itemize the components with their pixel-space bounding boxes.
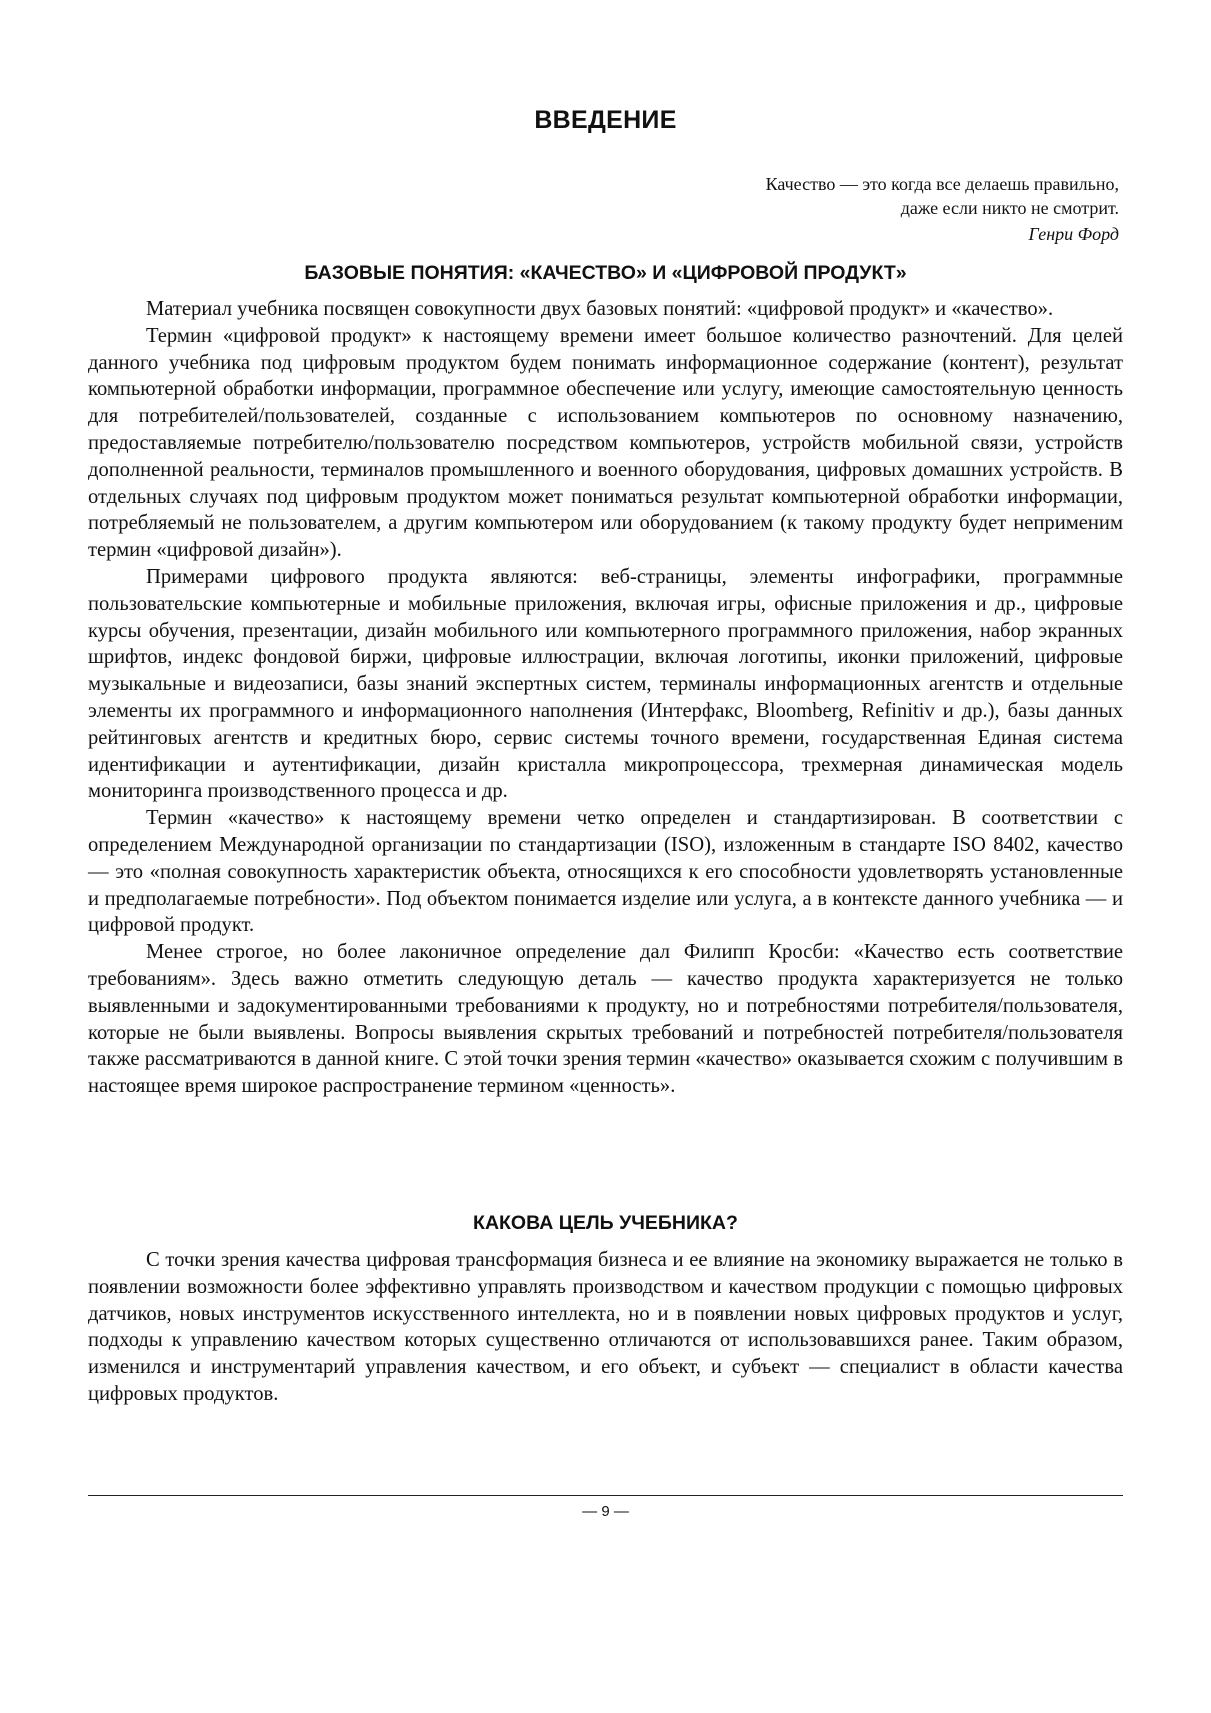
paragraph: Менее строгое, но более лаконичное определение дал Филипп Кросби: «Качество есть соответствие требованиям». Здесь важно отметить следующую деталь — качество продукта характеризуется не только выявленными и задокументированными требованиями к продукту, но и потребностями потребителя/пользователя, которые не были выявлены. Вопросы выявления скрытых требований и потребностей потребителя/пользователя также рассматриваются в данной книге. С этой точки зрения термин «качество» оказывается схожим с получившим в настоящее время широкое распространение термином «ценность».	[88, 941, 1123, 1098]
paragraph: Материал учебника посвящен совокупности двух базовых понятий: «цифровой продукт» и «качество».	[146, 298, 1054, 320]
epigraph-line-1: Качество — это когда все делаешь правильно,	[765, 174, 1119, 194]
section-heading-basic-concepts: БАЗОВЫЕ ПОНЯТИЯ: «КАЧЕСТВО» И «ЦИФРОВОЙ ПРОДУКТ»	[304, 262, 907, 284]
paragraph: Термин «качество» к настоящему времени четко определен и стандартизирован. В соответствии с определением Международной организации по стандартизации (ISO), изложенным в стандарте ISO 8402, качество — это «полная совокупность характеристик объекта, относящихся к его способности удовлетворять установленные и предполагаемые потребности». Под объектом понимается изделие или услуга, а в контексте данного учебника — и цифровой продукт.	[88, 807, 1123, 937]
epigraph	[599, 172, 1119, 246]
footer-divider	[88, 1495, 1123, 1496]
paragraph: С точки зрения качества цифровая трансформация бизнеса и ее влияние на экономику выражается не только в появлении возможности более эффективно управлять производством и качеством продукции с помощью цифровых датчиков, новых инструментов искусственного интеллекта, но и в появлении новых цифровых продуктов и услуг, подходы к управлению качеством которых существенно отличаются от использовавшихся ранее. Таким образом, изменился и инструментарий управления качеством, и его объект, и субъект — специалист в области качества цифровых продуктов.	[88, 1249, 1123, 1405]
paragraph: Термин «цифровой продукт» к настоящему времени имеет большое количество разночтений. Для целей данного учебника под цифровым продуктом будем понимать информационное содержание (контент), результат компьютерной обработки информации, программное обеспечение или услугу, имеющие самостоятельную ценность для потребителей/пользователей, созданные с использованием компьютеров по основному назначению, предоставляемые потребителю/пользователю посредством компьютеров, устройств мобильной связи, устройств дополненной реальности, терминалов промышленного и военного оборудования, цифровых домашних устройств. В отдельных случаях под цифровым продуктом может пониматься результат компьютерной обработки информации, потребляемый не пользователем, а другим компьютером или оборудованием (к такому продукту будет неприменим термин «цифровой дизайн»).	[88, 324, 1123, 562]
section-body-textbook-goal	[88, 1247, 1123, 1408]
page-title: ВВЕДЕНИЕ	[534, 106, 677, 134]
epigraph-line-2: даже если никто не смотрит.	[900, 198, 1119, 218]
epigraph-author: Генри Форд	[1028, 224, 1119, 244]
section-heading-textbook-goal: КАКОВА ЦЕЛЬ УЧЕБНИКА?	[473, 1212, 738, 1234]
section-body-basic-concepts	[88, 296, 1123, 1100]
page-number: — 9 —	[582, 1503, 629, 1520]
paragraph: Примерами цифрового продукта являются: веб-страницы, элементы инфографики, программные пользовательские компьютерные и мобильные приложения, включая игры, офисные приложения и др., цифровые курсы обучения, презентации, дизайн мобильного или компьютерного программного приложения, набор экранных шрифтов, индекс фондовой биржи, цифровые иллюстрации, включая логотипы, иконки приложений, цифровые музыкальные и видеозаписи, базы знаний экспертных систем, терминалы информационных агентств и отдельные элементы их программного и информационного наполнения (Интерфакс, Bloomberg, Refinitiv и др.), базы данных рейтинговых агентств и кредитных бюро, сервис системы точного времени, государственная Единая система идентификации и аутентификации, дизайн кристалла микропроцессора, трехмерная динамическая модель мониторинга производственного процесса и др.	[88, 565, 1123, 803]
